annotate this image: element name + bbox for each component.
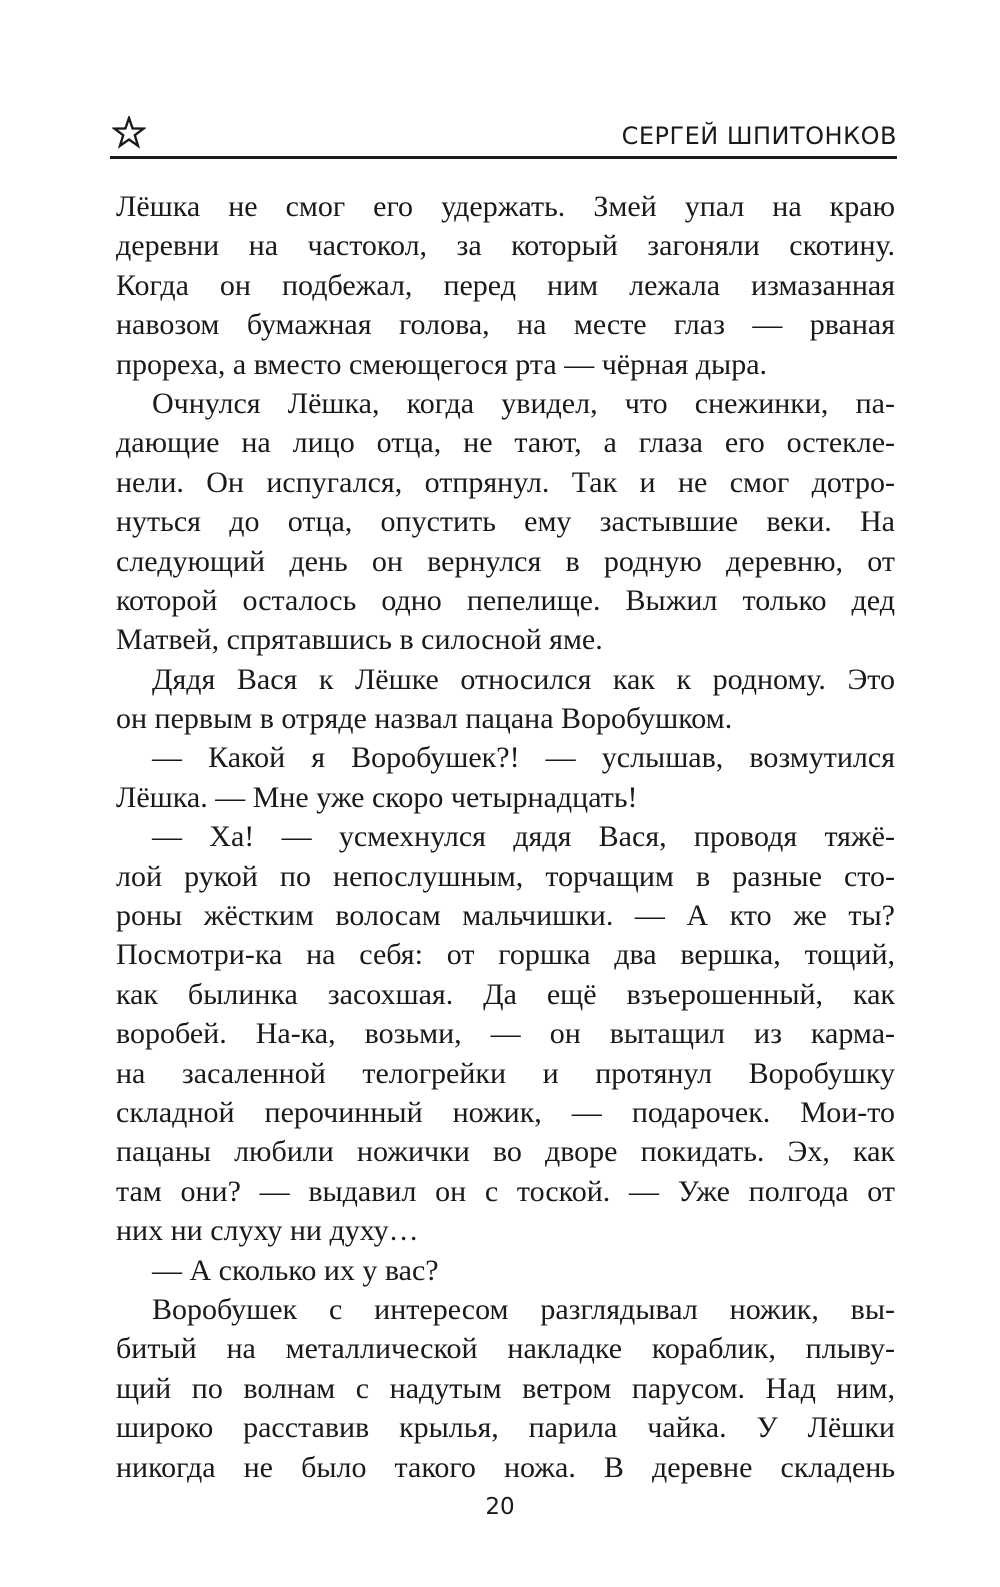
text-line: Очнулся Лёшка, когда увидел, что снежинки, па- <box>152 386 895 420</box>
text-line: нели. Он испугался, отпрянул. Так и не смог дотро- <box>116 465 895 499</box>
text-line: пацаны любили ножички во дворе покидать. Эх, как <box>116 1135 895 1169</box>
text-line: на засаленной телогрейки и протянул Воробушку <box>116 1056 895 1090</box>
text-line: роны жёстким волосам мальчишки. — А кто же ты? <box>116 899 895 933</box>
text-line: Воробушек с интересом разглядывал ножик, вы- <box>152 1292 895 1326</box>
text-line: Дядя Вася к Лёшке относился как к родному. Это <box>152 662 895 696</box>
text-line: широко расставив крылья, парила чайка. У Лёшки <box>116 1411 895 1445</box>
author-name: СЕРГЕЙ ШПИТОНКОВ <box>621 122 897 150</box>
text-line: — Какой я Воробушек?! — услышав, возмутился <box>152 741 895 775</box>
text-line: следующий день он вернулся в родную деревню, от <box>116 544 895 578</box>
running-header <box>110 112 897 158</box>
text-line: он первым в отряде назвал пацана Воробушком. <box>116 702 733 736</box>
text-line: — А сколько их у вас? <box>152 1253 439 1287</box>
text-line: как былинка засохшая. Да ещё взъерошенный, как <box>116 977 895 1011</box>
text-line: которой осталось одно пепелище. Выжил только дед <box>116 583 895 617</box>
text-line: Когда он подбежал, перед ним лежала измазанная <box>116 268 895 302</box>
page-number: 20 <box>485 1494 515 1520</box>
text-line: — Ха! — усмехнулся дядя Вася, проводя тяжё- <box>152 820 895 854</box>
text-line: деревни на частокол, за который загоняли скотину. <box>116 229 895 263</box>
text-line: битый на металлической накладке кораблик, плыву- <box>116 1332 895 1366</box>
text-line: навозом бумажная голова, на месте глаз — рваная <box>116 308 895 342</box>
header-rule <box>110 156 897 159</box>
text-line: лой рукой по непослушным, торчащим в разные сто- <box>116 859 895 893</box>
text-line: дающие на лицо отца, не тают, а глаза его остекле- <box>116 426 895 460</box>
text-line: щий по волнам с надутым ветром парусом. Над ним, <box>116 1371 895 1405</box>
text-line: Посмотри-ка на себя: от горшка два вершка, тощий, <box>116 938 895 972</box>
text-line: них ни слуху ни духу… <box>116 1214 419 1248</box>
text-line: Матвей, спрятавшись в силосной яме. <box>116 623 603 657</box>
text-line: воробей. На-ка, возьми, — он вытащил из карма- <box>116 1017 895 1051</box>
body-text <box>116 187 895 1487</box>
star-outline-icon <box>112 116 146 150</box>
text-line: складной перочинный ножик, — подарочек. Мои-то <box>116 1095 895 1129</box>
text-line: никогда не было такого ножа. В деревне складень <box>116 1450 895 1484</box>
text-line: там они? — выдавил он с тоской. — Уже полгода от <box>116 1174 895 1208</box>
text-line: Лёшка не смог его удержать. Змей упал на краю <box>116 190 895 223</box>
text-line: нуться до отца, опустить ему застывшие веки. На <box>116 505 895 539</box>
text-line: Лёшка. — Мне уже скоро четырнадцать! <box>116 780 638 814</box>
text-line: прореха, а вместо смеющегося рта — чёрная дыра. <box>116 347 768 381</box>
